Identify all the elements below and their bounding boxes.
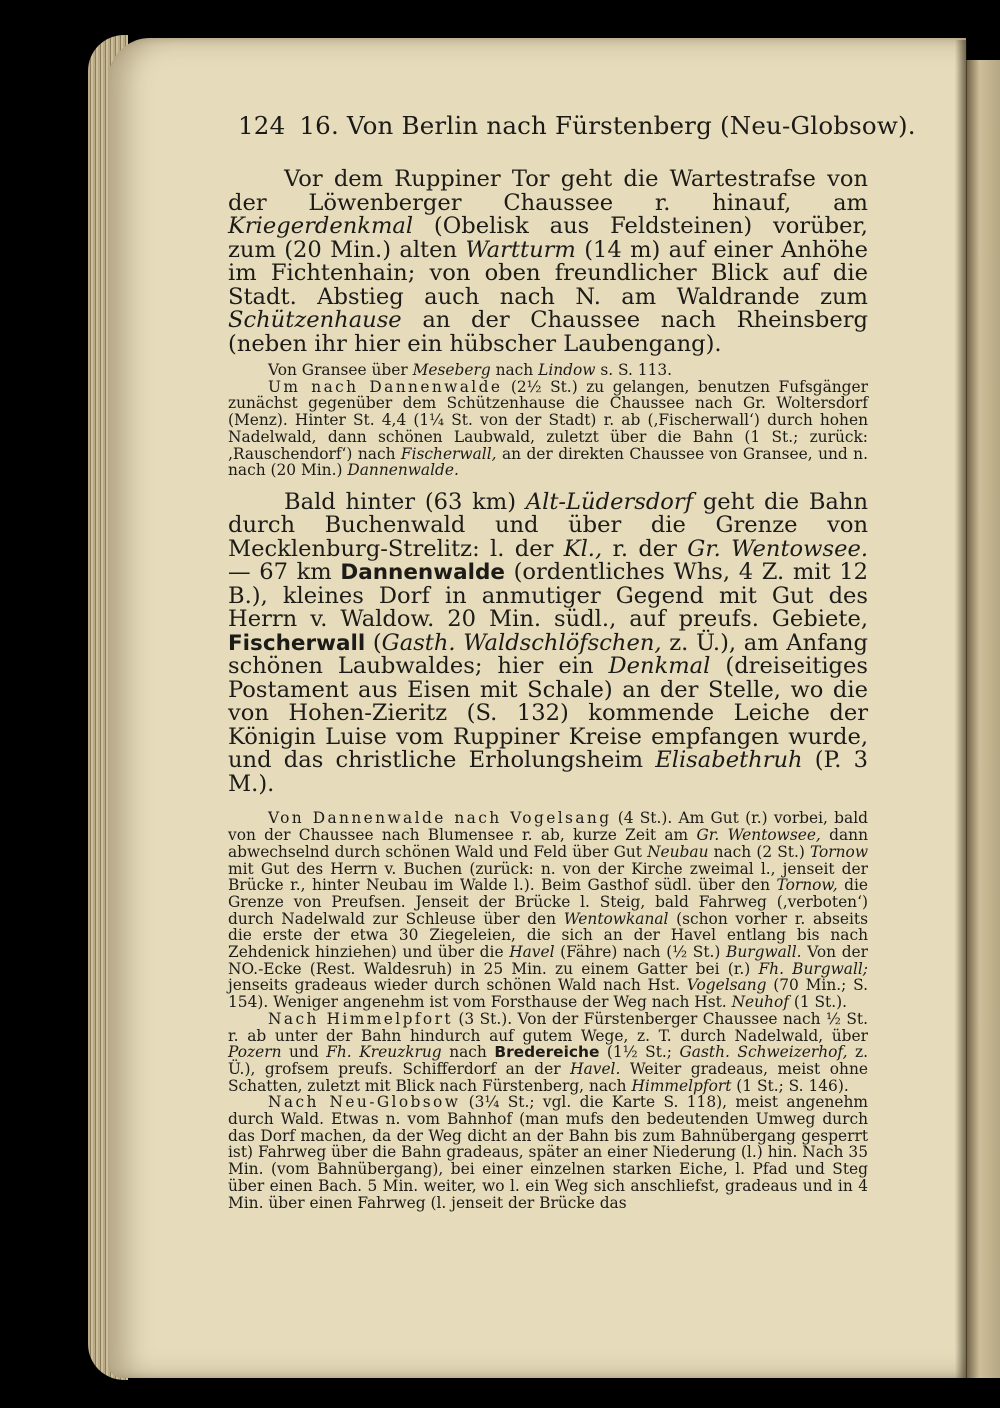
page-body	[228, 168, 868, 1211]
gutter-shadow	[955, 40, 967, 1378]
note-himmelpfort-route: Nach Himmelpfort (3 St.). Von der Fürstenberger Chaussee nach ½ St. r. ab unter der Bahn hindurch auf gutem Wege, z. T. durch Nadelwald, über Pozern und Fh. Kreuzkrug nach Bredereiche (1½ St.; Gasth. Schweizerhof, z. Ü.), grofsem preufs. Schifferdorf an der Havel. Weiter gradeaus, meist ohne Schatten, zuletzt mit Blick nach Fürstenberg, nach Himmelpfort (1 St.; S. 146).	[228, 1009, 869, 1095]
facing-page-edge	[966, 60, 1000, 1378]
small-notes-1	[228, 362, 868, 479]
note-vogelsang-route: Von Dannenwalde nach Vogelsang (4 St.). Am Gut (r.) vorbei, bald von der Chaussee nach Blumensee r. ab, kurze Zeit am Gr. Wentowsee, dann abwechselnd durch schönen Wald und Feld über Gut Neubau nach (2 St.) Tornow mit Gut des Herrn v. Buchen (zurück: n. von der Kirche zweimal l., jenseit der Brücke r., hinter Neubau im Walde l.). Beim Gasthof südl. über den Tornow, die Grenze von Preufsen. Jenseit der Brücke l. Steig, bald Fahrweg (‚verboten‘) durch Nadelwald zur Schleuse über den Wentowkanal (schon vorher r. abseits die erste der etwa 30 Ziegeleien, die sich an der Havel entlang bis nach Zehdenick hinziehen) und über die Havel (Fähre) nach (½ St.) Burgwall. Von der NO.-Ecke (Rest. Waldesruh) in 25 Min. zu einem Gatter bei (r.) Fh. Burgwall; jenseits gradeaus wieder durch schönen Wald nach Hst. Vogelsang (70 Min.; S. 154). Weniger angenehm ist vom Forsthause der Weg nach Hst. Neuhof (1 St.).	[228, 809, 869, 1012]
note-gransee-lindow: Von Gransee über Meseberg nach Lindow s. S. 113.	[268, 361, 673, 379]
paragraph-dannenwalde: Bald hinter (63 km) Alt-Lüdersdorf geht die Bahn durch Buchenwald und über die Grenze von Mecklenburg-Strelitz: l. der Kl., r. der Gr. Wentowsee. — 67 km Dannenwalde (ordentliches Whs, 4 Z. mit 12 B.), kleines Dorf in anmutiger Gegend mit Gut des Herrn v. Waldow. 20 Min. südl., auf preufs. Gebiete, Fischerwall (Gasth. Waldschlöfschen, z. Ü.), am Anfang schönen Laubwaldes; hier ein Denkmal (dreiseitiges Postament aus Eisen mit Schale) an der Stelle, wo die von Hohen-Zieritz (S. 132) kommende Leiche der Königin Luise vom Ruppiner Kreise empfangen wurde, und das christliche Erholungsheim Elisabethruh (P. 3 M.).	[228, 488, 869, 797]
note-neu-globsow-route: Nach Neu-Globsow (3¼ St.; vgl. die Karte S. 118), meist angenehm durch Wald. Etwas n. vom Bahnhof (man mufs den bedeutenden Umweg durch das Dorf machen, da der Weg dicht an der Bahn bis zum Bahnübergang gesperrt ist) Fahrweg über die Bahn gradeaus, später an einer Niederung (l.) hin. Nach 35 Min. (vom Bahnübergang), bei einer einzelnen starken Eiche, l. Pfad und Steg über einen Bach. 5 Min. weiter, wo l. ein Weg sich anschliefst, gradeaus und in 4 Min. über einen Fahrweg (l. jenseit der Brücke das	[228, 1093, 869, 1212]
note-dannenwalde-route: Um nach Dannenwalde (2½ St.) zu gelangen, benutzen Fufsgänger zunächst gegenüber dem Schützenhause die Chaussee nach Gr. Woltersdorf (Menz). Hinter St. 4,4 (1¼ St. von der Stadt) r. ab (‚Fischerwall‘) durch hohen Nadelwald, dann schönen Laubwald, zuletzt über die Bahn (1 St.; zurück: ‚Rauschendorf‘) nach Fischerwall, an der direkten Chaussee von Gransee, und n. nach (20 Min.) Dannenwalde.	[228, 377, 868, 480]
chapter-title: 16. Von Berlin nach Fürstenberg (Neu-Globsow).	[299, 111, 916, 140]
main-section-2	[228, 488, 869, 797]
main-section-1	[228, 168, 868, 356]
small-notes-2	[228, 810, 868, 1211]
page-number: 124	[238, 111, 286, 140]
paragraph-ruppiner-tor: Vor dem Ruppiner Tor geht die Wartestrafse von der Löwenberger Chaussee r. hinauf, am Kriegerdenkmal (Obelisk aus Feldsteinen) vorüber, zum (20 Min.) alten Wartturm (14 m) auf einer Anhöhe im Fichtenhain; von oben freundlicher Blick auf die Stadt. Abstieg auch nach N. am Waldrande zum Schützenhause an der Chaussee nach Rheinsberg (neben ihr hier ein hübscher Laubengang).	[228, 166, 868, 357]
running-header	[238, 111, 916, 140]
